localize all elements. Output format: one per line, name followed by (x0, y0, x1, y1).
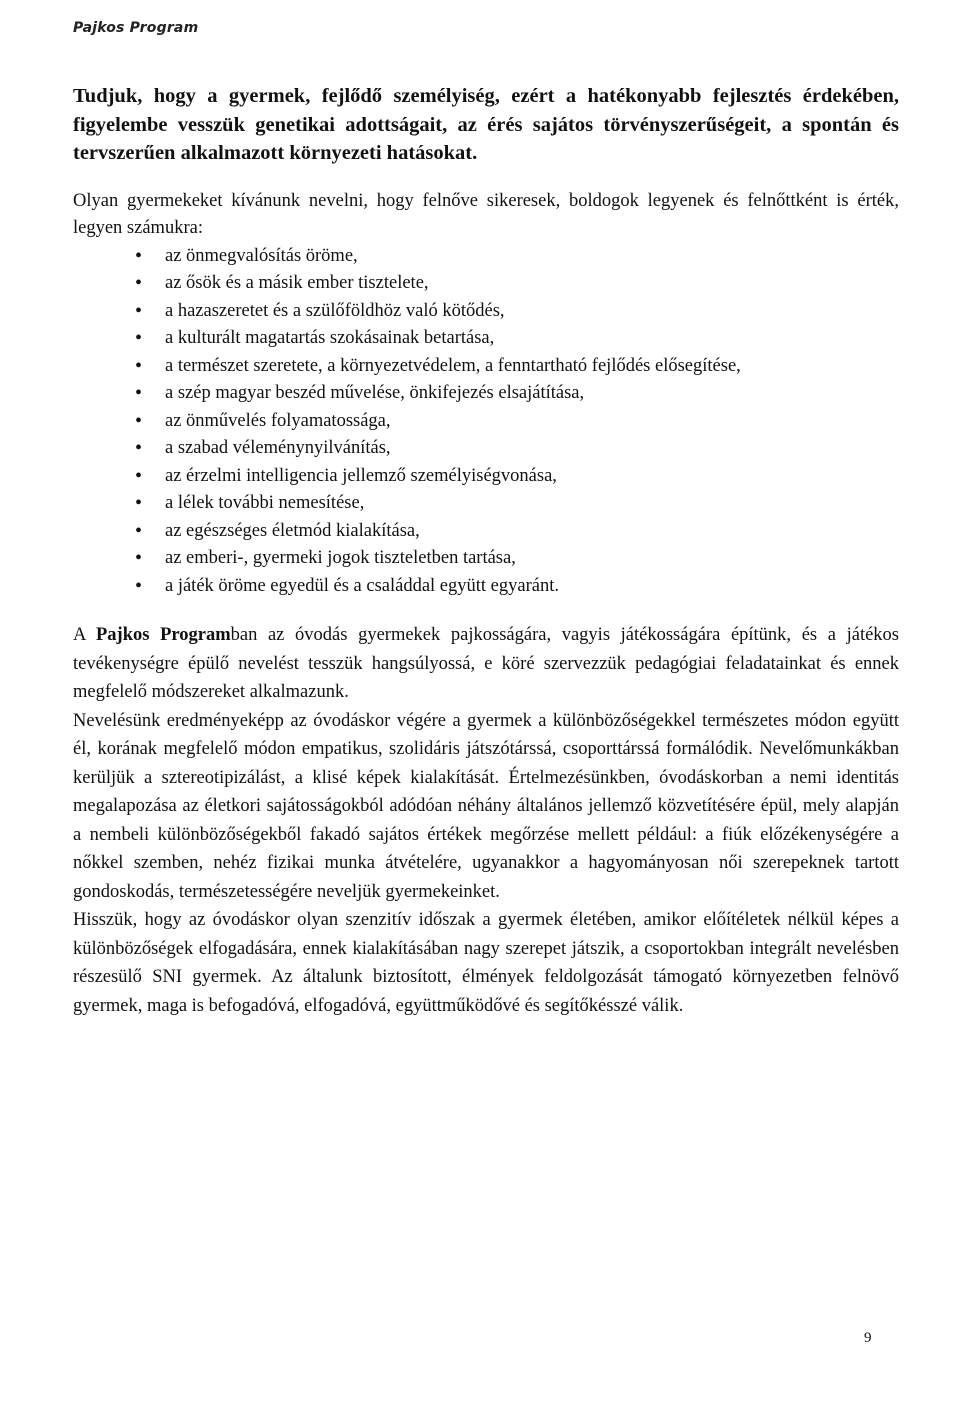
list-item: • az ősök és a másik ember tisztelete, (73, 270, 899, 298)
page-number: 9 (864, 1330, 872, 1346)
running-header: Pajkos Program (73, 20, 199, 36)
list-item: • az érzelmi intelligencia jellemző személyiségvonása, (73, 463, 899, 491)
para-rest: ban az óvodás gyermekek pajkosságára, vagyis játékosságára építünk, és a játékos tevékenységre épülő nevelést tesszük hangsúlyossá, e köré szervezzük pedagógiai feladatainkat és ennek megfelelő módszereket alkalmazunk. (73, 625, 900, 702)
list-item: • a játék öröme egyedül és a családdal együtt egyaránt. (73, 573, 899, 601)
list-item: • az egészséges életmód kialakítása, (73, 518, 899, 546)
list-item: • a hazaszeretet és a szülőföldhöz való kötődés, (73, 298, 899, 326)
list-item: • az emberi-, gyermeki jogok tiszteletben tartása, (73, 545, 899, 573)
intro-paragraph: Tudjuk, hogy a gyermek, fejlődő személyiség, ezért a hatékonyabb fejlesztés érdekében, figyelembe vesszük genetikai adottságait, az érés sajátos törvényszerűségeit, a spontán és tervszerűen alkalmazott környezeti hatásokat. (73, 85, 899, 164)
list-item: • a természet szeretete, a környezetvédelem, a fenntartható fejlődés elősegítése, (73, 353, 899, 381)
program-paragraph (73, 621, 899, 707)
list-item: • a szabad véleménynyilvánítás, (73, 435, 899, 463)
values-list (73, 243, 899, 601)
results-paragraph: Nevelésünk eredményeképp az óvodáskor végére a gyermek a különbözőségekkel természetes módon együtt él, korának megfelelő módon empatikus, szolidáris játszótárssá, csoporttárssá formálódik. Nevelőmunkákban kerüljük a sztereotipizálást, a klisé képek kialakítását. Értelmezésünkben, óvodáskorban a nemi identitás megalapozása az életkori sajátosságokból adódóan néhány általános jellemző közvetítésére épül, mely alapján a nembeli különbözőségekből fakadó sajátos értékek megőrzése mellett például: a fiúk előzékenységére a nőkkel szemben, nehéz fizikai munka átvételére, ugyanakkor a hagyományosan női szerepeknek tartott gondoskodás, természetességére neveljük gyermekeinket. (73, 710, 899, 902)
list-item: • a szép magyar beszéd művelése, önkifejezés elsajátítása, (73, 380, 899, 408)
list-item: • a lélek további nemesítése, (73, 490, 899, 518)
page-content (73, 82, 899, 1020)
inclusion-paragraph: Hisszük, hogy az óvodáskor olyan szenzitív időszak a gyermek életében, amikor előítéletek nélkül képes a különbözőségek elfogadására, ennek kialakításában nagy szerepet játszik, a csoportokban integrált nevelésben részesülő SNI gyermek. Az általunk biztosított, élmények feldolgozását támogató környezetben felnövő gyermek, maga is befogadóvá, elfogadóvá, együttműködővé és segítőkésszé válik. (73, 910, 899, 1016)
para-prefix: A (73, 625, 96, 645)
program-name: Pajkos Program (95, 625, 231, 645)
lead-paragraph: Olyan gyermekeket kívánunk nevelni, hogy felnőve sikeresek, boldogok legyenek és felnőttként is érték, legyen számukra: (73, 190, 899, 238)
list-item: • a kulturált magatartás szokásainak betartása, (73, 325, 899, 353)
list-item: • az önművelés folyamatossága, (73, 408, 899, 436)
list-item: • az önmegvalósítás öröme, (73, 243, 899, 271)
